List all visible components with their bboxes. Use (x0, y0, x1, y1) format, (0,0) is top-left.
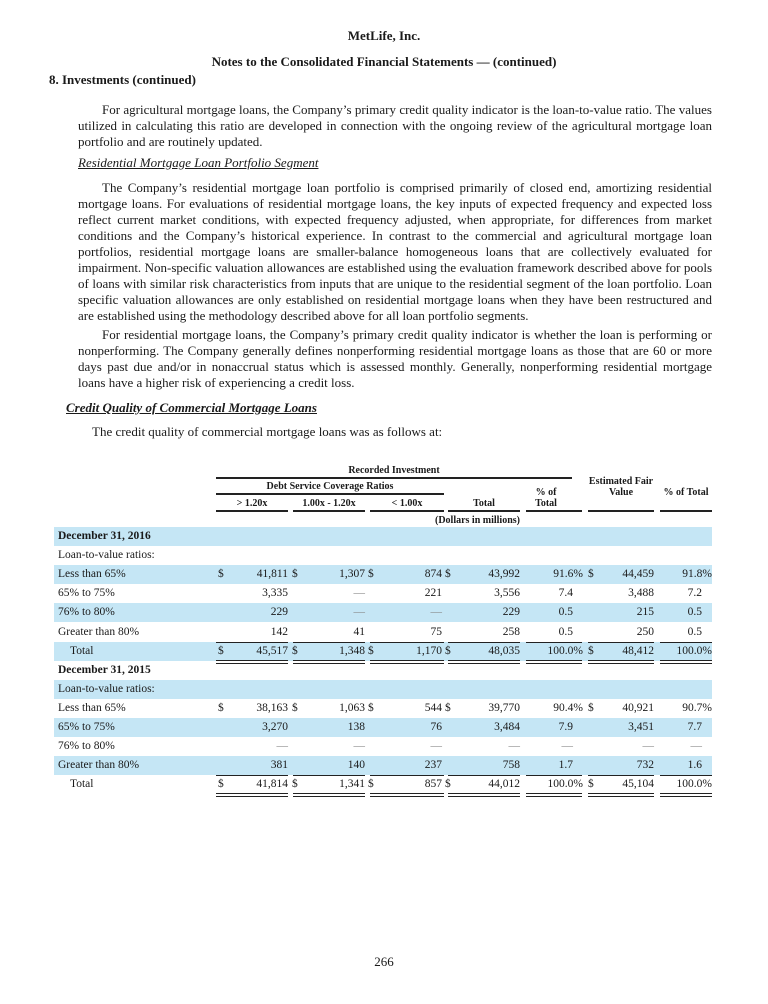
cell-value: 758 (502, 759, 520, 772)
cell-value: 221 (424, 587, 442, 600)
total-double-rule (216, 793, 288, 797)
cell-value: 3,488 (628, 587, 654, 600)
currency-symbol: $ (445, 701, 451, 714)
cell-value: 1,341 (339, 778, 365, 791)
table-row (54, 546, 712, 565)
company-name: MetLife, Inc. (347, 28, 421, 43)
row-label: Less than 65% (58, 701, 126, 714)
subtotal-rule (370, 775, 444, 776)
paragraph-agricultural (78, 102, 712, 150)
cell-value: 7.9 (558, 721, 573, 733)
header-col-100-120: 1.00x - 1.20x (302, 498, 356, 509)
cell-value: 1.6 (687, 759, 702, 772)
currency-symbol: $ (292, 778, 298, 791)
header-col-gt120: > 1.20x (236, 498, 268, 509)
cell-value: 44,459 (622, 568, 654, 581)
row-label: 76% to 80% (58, 606, 115, 619)
header-rule (293, 510, 365, 512)
cell-value: — (561, 740, 573, 753)
total-double-rule (588, 793, 654, 797)
paragraph-agricultural-text: For agricultural mortgage loans, the Company’s primary credit quality indicator is the loan-to-value ratio. The values utilized in calculating this ratio are developed in connection with the ongoing review of the agricultural mortgage loan portfolio and are routinely updated. (78, 102, 712, 149)
cell-value: 38,163 (256, 701, 288, 714)
currency-symbol: $ (218, 778, 224, 791)
cell-value: 0.5 (687, 625, 702, 638)
subtotal-rule (526, 775, 582, 776)
cell-value: 39,770 (488, 701, 520, 714)
total-double-rule (370, 793, 444, 797)
cell-value: 75 (430, 625, 442, 638)
total-double-rule (526, 793, 582, 797)
cell-value: — (430, 740, 442, 753)
cell-value: 142 (270, 625, 288, 638)
table-row (54, 680, 712, 699)
currency-symbol: $ (368, 644, 374, 657)
total-double-rule (448, 793, 520, 797)
cell-value: 48,035 (488, 644, 520, 657)
header-col-lt100: < 1.00x (391, 498, 423, 509)
paragraph-performing-text: For residential mortgage loans, the Company’s primary credit quality indicator is whether the loan is performing or nonperforming. The Company generally defines nonperforming residential mortgage loans as those that are 60 or more days past due and/or in nonaccrual status which is assessed monthly. Generally, nonperforming residential mortgage loans have a higher risk of experiencing a credit loss. (78, 327, 712, 390)
table-total-row (54, 642, 712, 661)
page-number: 266 (374, 954, 394, 969)
cell-value: — (508, 740, 520, 753)
cell-value: 3,335 (262, 587, 288, 600)
cell-value: 7.2 (687, 587, 702, 600)
currency-symbol: $ (218, 568, 224, 581)
header-rule (588, 510, 654, 512)
header-rule (448, 510, 520, 512)
cell-value: 1.7 (558, 759, 573, 772)
header-col-fair-value: Estimated Fair Value (588, 476, 654, 498)
row-label: 65% to 75% (58, 721, 115, 733)
currency-symbol: $ (368, 778, 374, 791)
header-rule (216, 477, 572, 479)
cell-value: 237 (424, 759, 442, 772)
row-label: Total (70, 778, 94, 791)
cell-value: 229 (502, 606, 520, 619)
cell-value: 215 (636, 606, 654, 619)
cell-value: 381 (270, 759, 288, 772)
table-row (54, 603, 712, 622)
cell-value: 1,170 (416, 644, 442, 657)
cell-value: 44,012 (488, 778, 520, 791)
cell-value: 76 (430, 721, 442, 733)
row-label: 65% to 75% (58, 587, 115, 600)
section-title: 8. Investments (continued) (49, 72, 196, 87)
cell-value: 41,811 (256, 568, 288, 581)
currency-symbol: $ (445, 568, 451, 581)
subtotal-rule (526, 642, 582, 643)
currency-symbol: $ (292, 701, 298, 714)
total-double-rule (293, 793, 365, 797)
table-row (54, 756, 712, 775)
cell-value: — (353, 740, 365, 753)
cell-value: 732 (636, 759, 654, 772)
subtotal-rule (448, 775, 520, 776)
cell-value: 3,451 (628, 721, 654, 733)
currency-symbol: $ (368, 568, 374, 581)
cell-value: 100.0% (676, 644, 712, 657)
cell-value: 43,992 (488, 568, 520, 581)
cell-value: — (276, 740, 288, 753)
paragraph-performing (78, 327, 712, 391)
cell-value: 874 (424, 568, 442, 581)
cell-value: 229 (270, 606, 288, 619)
credit-quality-intro: The credit quality of commercial mortgage loans was as follows at: (92, 424, 443, 439)
row-label: December 31, 2015 (58, 663, 151, 676)
cell-value: 45,517 (256, 644, 288, 657)
cell-value: — (353, 606, 365, 619)
table-row (54, 718, 712, 737)
cell-value: 40,921 (622, 701, 654, 714)
row-label: Loan-to-value ratios: (58, 549, 155, 562)
header-col-pct-total-2: % of Total (663, 487, 709, 498)
cell-value: 7.7 (687, 721, 702, 733)
currency-symbol: $ (292, 644, 298, 657)
cell-value: 0.5 (558, 606, 573, 619)
currency-symbol: $ (588, 644, 594, 657)
header-rule (526, 510, 582, 512)
cell-value: — (642, 740, 654, 753)
page-subtitle: Notes to the Consolidated Financial Statements — (continued) (211, 54, 557, 69)
cell-value: 0.5 (687, 606, 702, 619)
cell-value: 258 (502, 625, 520, 638)
cell-value: 90.7% (682, 701, 712, 714)
currency-symbol: $ (218, 644, 224, 657)
subtotal-rule (588, 775, 654, 776)
cell-value: 91.8% (682, 568, 712, 581)
row-label: Less than 65% (58, 568, 126, 581)
table-total-row (54, 775, 712, 794)
cell-value: 45,104 (622, 778, 654, 791)
cell-value: 3,484 (494, 721, 520, 733)
row-label: Greater than 80% (58, 759, 140, 772)
header-col-total: Total (473, 498, 495, 509)
header-rule (216, 510, 288, 512)
paragraph-residential-text: The Company’s residential mortgage loan portfolio is comprised primarily of closed end, amortizing residential mortgage loans. For evaluations of residential mortgage loans, the key inputs of expected frequency and expected loss reflect current market conditions, with expected frequency adjusted, when appropriate, for differences from market conditions and the Company’s historical experience. In contrast to the commercial and agricultural mortgage loan portfolios, residential mortgage loans are smaller-balance homogeneous loans that are collectively evaluated for impairment. Non-specific valuation allowances are established using the evaluation framework described above for pools of loans with similar risk characteristics from inputs that are unique to the residential segment of the loan portfolio. Loan specific valuation allowances are only established on residential mortgage loans when they have been restructured and are established using the methodology described above for all loan portfolio segments. (78, 180, 712, 323)
cell-value: 41,814 (256, 778, 288, 791)
subtotal-rule (293, 775, 365, 776)
cell-value: 41 (353, 625, 365, 638)
row-label: 76% to 80% (58, 740, 115, 753)
cell-value: 91.6% (553, 568, 583, 581)
cell-value: — (430, 606, 442, 619)
currency-symbol: $ (588, 778, 594, 791)
row-label: Loan-to-value ratios: (58, 682, 155, 695)
subheading-residential: Residential Mortgage Loan Portfolio Segment (78, 155, 319, 170)
currency-symbol: $ (218, 701, 224, 714)
cell-value: 3,270 (262, 721, 288, 733)
cell-value: 140 (347, 759, 365, 772)
cell-value: 138 (347, 721, 365, 733)
subtotal-rule (660, 642, 712, 643)
currency-symbol: $ (292, 568, 298, 581)
header-recorded-investment: Recorded Investment (348, 465, 440, 476)
cell-value: 1,307 (339, 568, 365, 581)
cell-value: 3,556 (494, 587, 520, 600)
row-label: Greater than 80% (58, 625, 140, 638)
table-row (54, 699, 712, 718)
subtotal-rule (370, 642, 444, 643)
cell-value: 0.5 (558, 625, 573, 638)
currency-symbol: $ (588, 568, 594, 581)
cell-value: 100.0% (547, 778, 583, 791)
row-label: Total (70, 644, 94, 657)
subtotal-rule (216, 642, 288, 643)
currency-symbol: $ (445, 644, 451, 657)
cell-value: 7.4 (558, 587, 573, 600)
cell-value: 100.0% (547, 644, 583, 657)
header-dscr: Debt Service Coverage Ratios (266, 481, 394, 492)
cell-value: — (690, 740, 702, 753)
header-rule (216, 493, 444, 495)
row-label: December 31, 2016 (58, 530, 151, 542)
cell-value: 48,412 (622, 644, 654, 657)
cell-value: 100.0% (676, 778, 712, 791)
cell-value: 1,348 (339, 644, 365, 657)
paragraph-residential (78, 180, 712, 324)
header-units: (Dollars in millions) (434, 515, 520, 526)
table-row (54, 584, 712, 603)
subtotal-rule (216, 775, 288, 776)
subtotal-rule (448, 642, 520, 643)
subtotal-rule (588, 642, 654, 643)
table-row (54, 623, 712, 642)
cell-value: 1,063 (339, 701, 365, 714)
table-section-row (54, 527, 712, 546)
subtotal-rule (660, 775, 712, 776)
currency-symbol: $ (445, 778, 451, 791)
subheading-credit-quality: Credit Quality of Commercial Mortgage Loans (66, 400, 317, 415)
cell-value: — (353, 587, 365, 600)
table-row (54, 565, 712, 584)
cell-value: 90.4% (553, 701, 583, 714)
currency-symbol: $ (368, 701, 374, 714)
table-row (54, 737, 712, 756)
cell-value: 544 (424, 701, 442, 714)
currency-symbol: $ (588, 701, 594, 714)
header-rule (660, 510, 712, 512)
cell-value: 857 (424, 778, 442, 791)
subtotal-rule (293, 642, 365, 643)
cell-value: 250 (636, 625, 654, 638)
header-rule (370, 510, 444, 512)
header-col-pct-total-1: % of Total (535, 487, 557, 509)
total-double-rule (660, 793, 712, 797)
table-section-row (54, 661, 712, 680)
